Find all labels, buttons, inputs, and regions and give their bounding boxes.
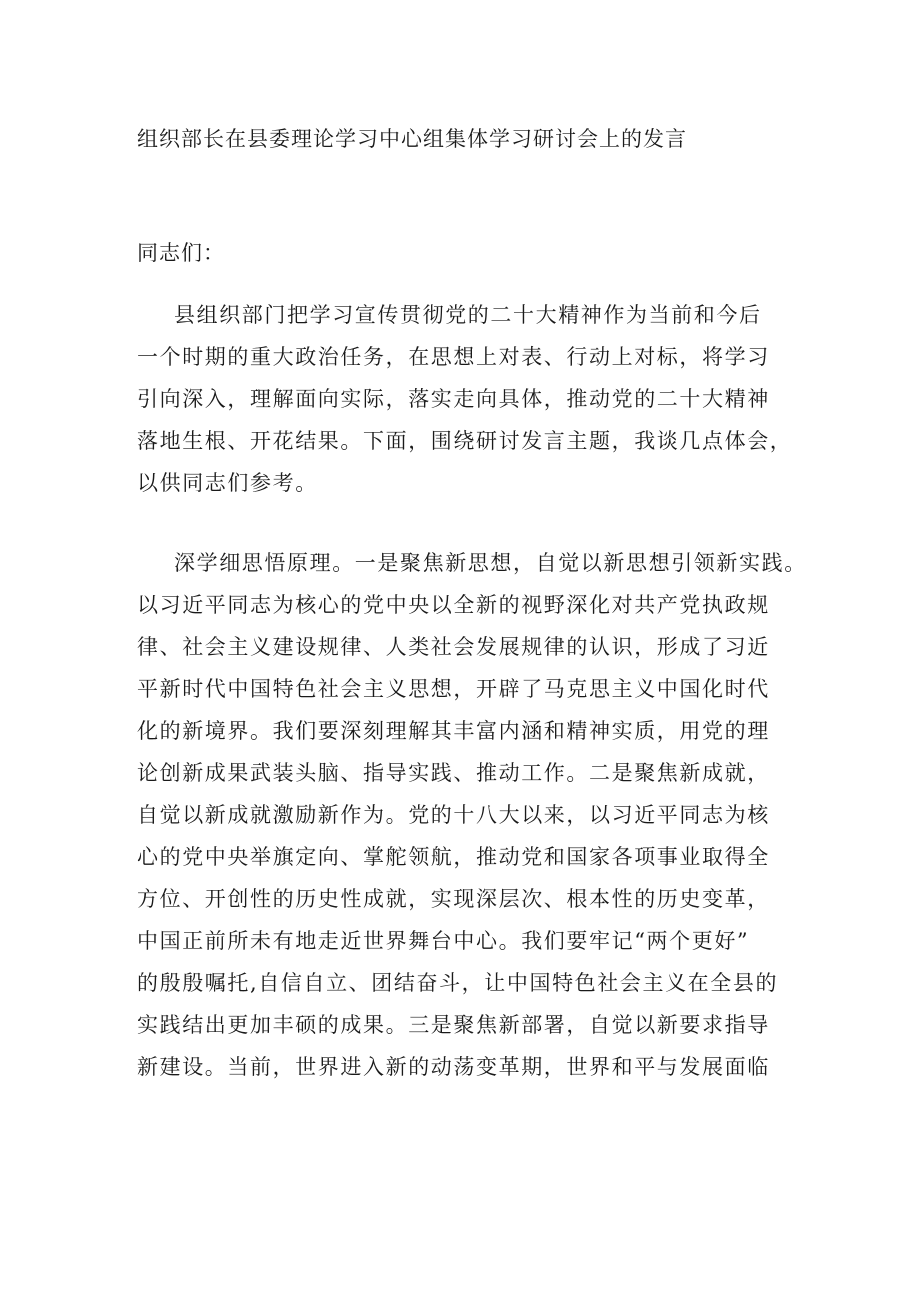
paragraph-line: 心的党中央举旗定向、掌舵领航，推动党和国家各项事业取得全	[137, 845, 770, 869]
paragraph-line: 以习近平同志为核心的党中央以全新的视野深化对共产党执政规	[137, 593, 770, 617]
paragraph-line: 平新时代中国特色社会主义思想，开辟了马克思主义中国化时代	[137, 677, 770, 701]
paragraph-line: 化的新境界。我们要深刻理解其丰富内涵和精神实质，用党的理	[137, 719, 770, 743]
paragraph-line: 中国正前所未有地走近世界舞台中心。我们要牢记“两个更好”	[137, 929, 750, 953]
paragraph-section-1	[137, 542, 807, 1088]
salutation: 同志们：	[137, 241, 225, 265]
paragraph-line: 以供同志们参考。	[137, 471, 318, 495]
paragraph-line: 落地生根、开花结果。下面，围绕研讨发言主题，我谈几点体会，	[137, 429, 793, 453]
document-title: 组织部长在县委理论学习中心组集体学习研讨会上的发言	[137, 127, 687, 151]
paragraph-line: 的殷殷嘱托,自信自立、团结奋斗，让中国特色社会主义在全县的	[137, 971, 779, 995]
paragraph-line: 深学细思悟原理。一是聚焦新思想，自觉以新思想引领新实践。	[174, 551, 807, 575]
paragraph-intro	[137, 294, 797, 504]
paragraph-line: 实践结出更加丰硕的成果。三是聚焦新部署，自觉以新要求指导	[137, 1013, 770, 1037]
paragraph-line: 自觉以新成就激励新作为。党的十八大以来，以习近平同志为核	[137, 803, 770, 827]
paragraph-line: 县组织部门把学习宣传贯彻党的二十大精神作为当前和今后	[174, 303, 762, 327]
paragraph-line: 一个时期的重大政治任务，在思想上对表、行动上对标，将学习	[137, 345, 770, 369]
paragraph-line: 引向深入，理解面向实际，落实走向具体，推动党的二十大精神	[137, 387, 770, 411]
paragraph-line: 新建设。当前，世界进入新的动荡变革期，世界和平与发展面临	[137, 1055, 770, 1079]
paragraph-line: 律、社会主义建设规律、人类社会发展规律的认识，形成了习近	[137, 635, 770, 659]
paragraph-line: 论创新成果武装头脑、指导实践、推动工作。二是聚焦新成就，	[137, 761, 770, 785]
paragraph-line: 方位、开创性的历史性成就，实现深层次、根本性的历史变革，	[137, 887, 770, 911]
